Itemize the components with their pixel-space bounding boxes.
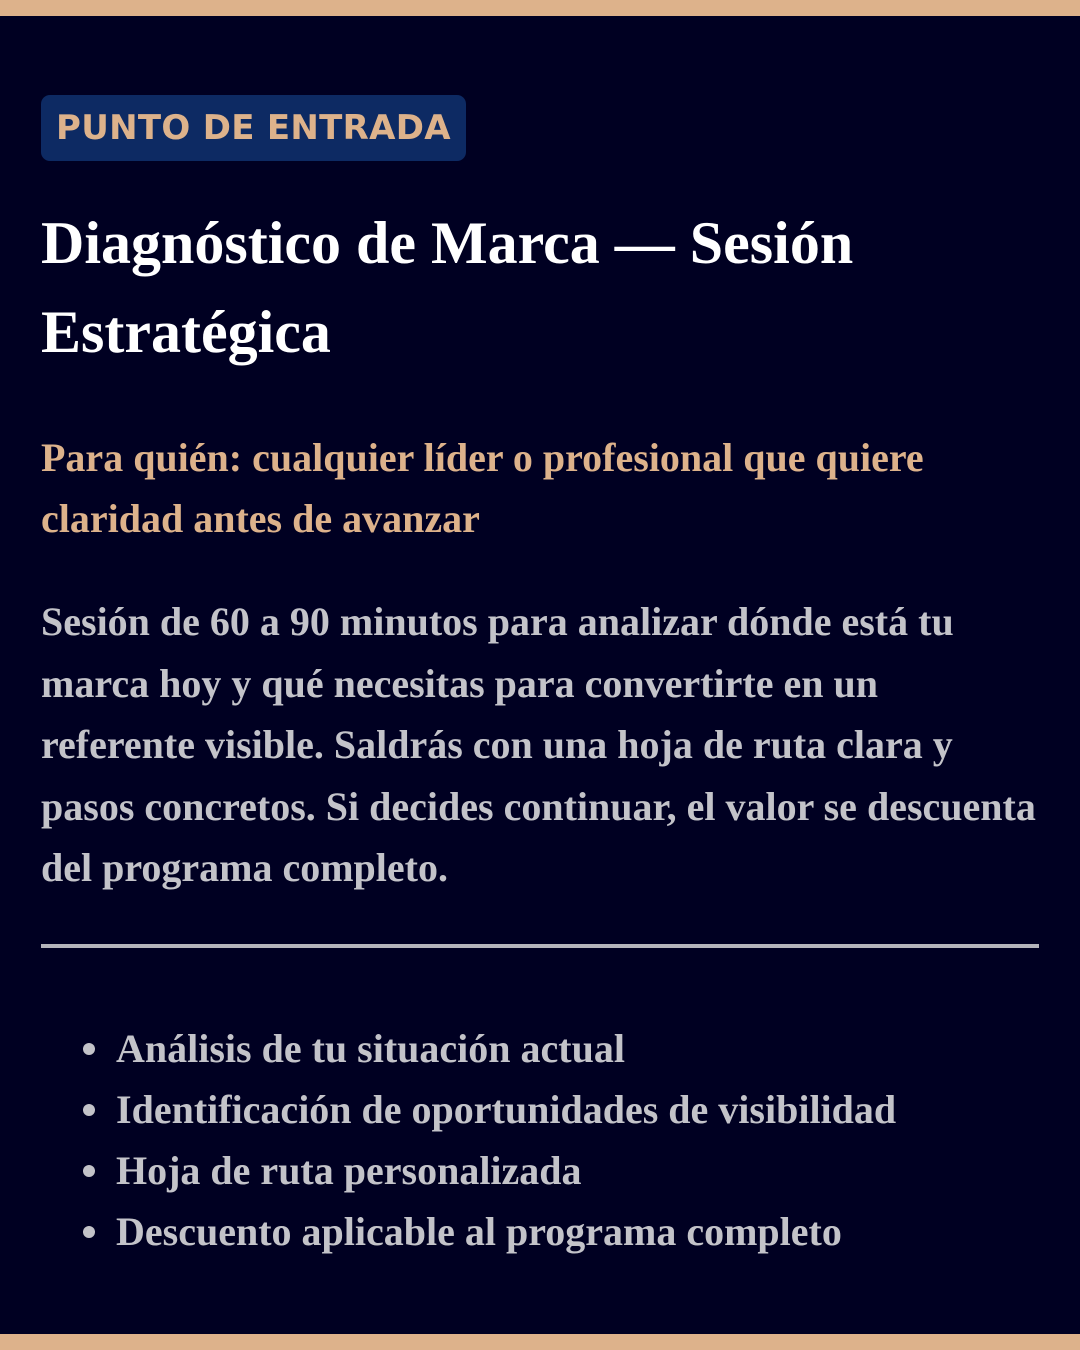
feature-list [41, 1018, 1039, 1263]
feature-text: Descuento aplicable al programa completo [116, 1209, 842, 1255]
bottom-accent-bar [0, 1334, 1080, 1350]
entry-point-badge: PUNTO DE ENTRADA [41, 95, 466, 161]
feature-item [41, 1140, 1039, 1201]
feature-item [41, 1079, 1039, 1140]
feature-item [41, 1201, 1039, 1262]
bullet-icon [83, 1043, 95, 1055]
feature-item [41, 1018, 1039, 1079]
service-title: Diagnóstico de Marca — Sesión Estratégica [41, 210, 854, 365]
top-accent-bar [0, 0, 1080, 16]
target-audience: Para quién: cualquier líder o profesional que quiere claridad antes de avanzar [41, 435, 924, 541]
section-divider [41, 944, 1039, 948]
feature-text: Análisis de tu situación actual [116, 1025, 625, 1071]
card-content [41, 95, 1039, 1263]
feature-text: Hoja de ruta personalizada [116, 1148, 582, 1194]
bullet-icon [83, 1104, 95, 1116]
bullet-icon [83, 1165, 95, 1177]
service-description: Sesión de 60 a 90 minutos para analizar dónde está tu marca hoy y qué necesitas para convertirte en un referente visible. Saldrás con una hoja de ruta clara y pasos concretos. Si decides continuar, el valor se descuenta del programa completo. [41, 599, 1036, 890]
feature-text: Identificación de oportunidades de visibilidad [116, 1086, 897, 1132]
bullet-icon [83, 1226, 95, 1238]
